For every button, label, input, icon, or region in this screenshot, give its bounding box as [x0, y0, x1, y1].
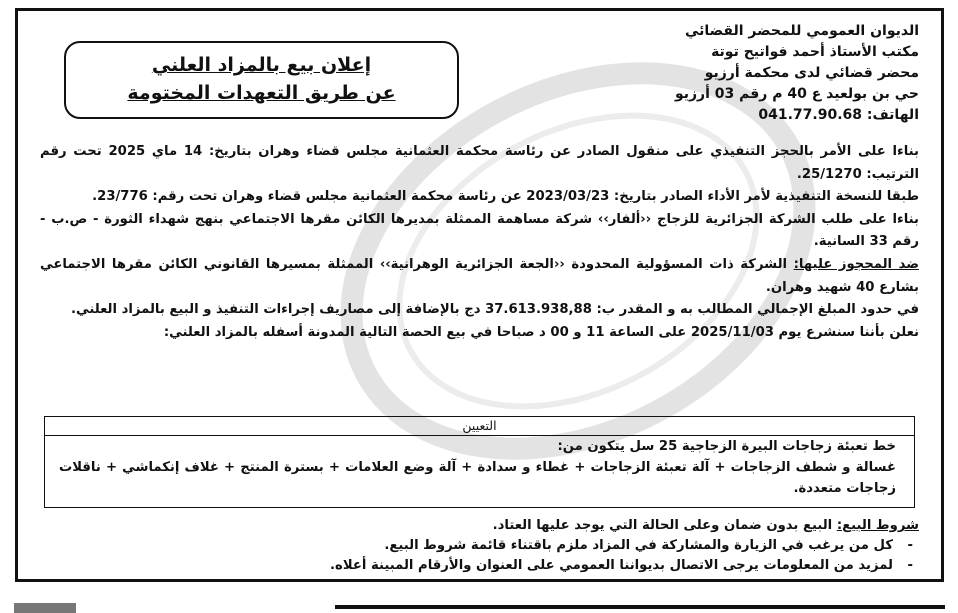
table-cell [45, 436, 914, 499]
title-line-2: عن طريق التعهدات المختومة [127, 82, 396, 104]
table-line-1: خط تعبئة زجاجات البيرة الزجاجية 25 سل يتكون من: [557, 439, 896, 454]
office-header [499, 21, 919, 126]
paragraph-executive-copy: طبقا للنسخة التنفيذية لأمر الأداء الصادر بتاريخ: 2023/03/23 عن رئاسة محكمة العثمانية مجلس قضاء وهران تحت رقم: 23/776. [92, 189, 919, 205]
condition-item [40, 536, 919, 556]
condition-item [40, 556, 919, 576]
conditions-text: البيع بدون ضمان وعلى الحالة التي يوجد عليها العتاد. [492, 518, 837, 533]
footer-rule [335, 605, 945, 609]
debtor-text: الشركة ذات المسؤولية المحدودة ‹‹الجعة الجزائرية الوهرانية›› الممثلة بمسيرها القانوني الكائن مقرها الاجتماعي بشارع 40 شهيد وهران. [40, 256, 919, 295]
conditions-label: شروط البيع: [836, 518, 919, 533]
title-box [64, 41, 459, 119]
conditions-intro [40, 516, 919, 536]
announcement-body [40, 141, 919, 344]
court-line: محضر قضائي لدى محكمة أرزيو [704, 65, 919, 81]
sale-conditions [40, 516, 919, 576]
title-line-1: إعلان بيع بالمزاد العلني [151, 54, 372, 76]
table-line-2: غسالة و شطف الزجاجات + آلة تعبئة الزجاجات + غطاء و سدادة + آلة وضع العلامات + بسترة المنتج + غلاف إنكماشي + ناقلات زجاجات متعددة. [59, 460, 896, 496]
bailiff-name: مكتب الأستاذ أحمد فواتيح توتة [711, 44, 919, 60]
paragraph-debtor [40, 254, 919, 299]
condition-item-text: لمزيد من المعلومات يرجى الاتصال بديواننا العمومي على العنوان والأرقام المبينة أعلاه. [330, 558, 893, 573]
paragraph-sale-date: نعلن بأننا سنشرع يوم 2025/11/03 على الساعة 11 و 00 د صباحا في بيع الحصة التالية المدونة أسفله بالمزاد العلني: [163, 324, 919, 340]
paragraph-creditor: بناءا على طلب الشركة الجزائرية للزجاج ‹‹ألفار›› شركة مساهمة الممثلة بمديرها الكائن مقرها الاجتماعي بنهج شهداء الثورة - ص.ب - رقم 33 السانية. [40, 211, 919, 250]
announcement-page [15, 8, 944, 582]
paragraph-seizure-order: بناءا على الأمر بالحجز التنفيذي على منقول الصادر عن رئاسة محكمة العثمانية مجلس قضاء وهران بتاريخ: 14 ماي 2025 تحت رقم الترتيب: 25/1270. [40, 144, 920, 182]
table-header: التعيين [45, 417, 914, 436]
bullet-dash: - [907, 538, 913, 553]
condition-item-text: كل من يرغب في الزيارة والمشاركة في المزاد ملزم باقتناء قائمة شروط البيع. [384, 538, 893, 553]
footer-bar-left [14, 603, 76, 613]
bullet-dash: - [907, 558, 913, 573]
debtor-label: ضد المحجوز عليها: [793, 256, 919, 272]
paragraph-amount: في حدود المبلغ الإجمالي المطالب به و المقدر ب: 37.613.938,88 دج بالإضافة إلى مصاريف إجراءات التنفيذ و البيع بالمزاد العلني. [71, 302, 919, 318]
phone-line: الهاتف: 041.77.90.68 [758, 107, 919, 123]
designation-table [44, 416, 915, 508]
office-name: الديوان العمومي للمحضر القضائي [684, 23, 919, 39]
address-line: حي بن بولعيد ع 40 م رقم 03 أرزيو [674, 86, 919, 102]
